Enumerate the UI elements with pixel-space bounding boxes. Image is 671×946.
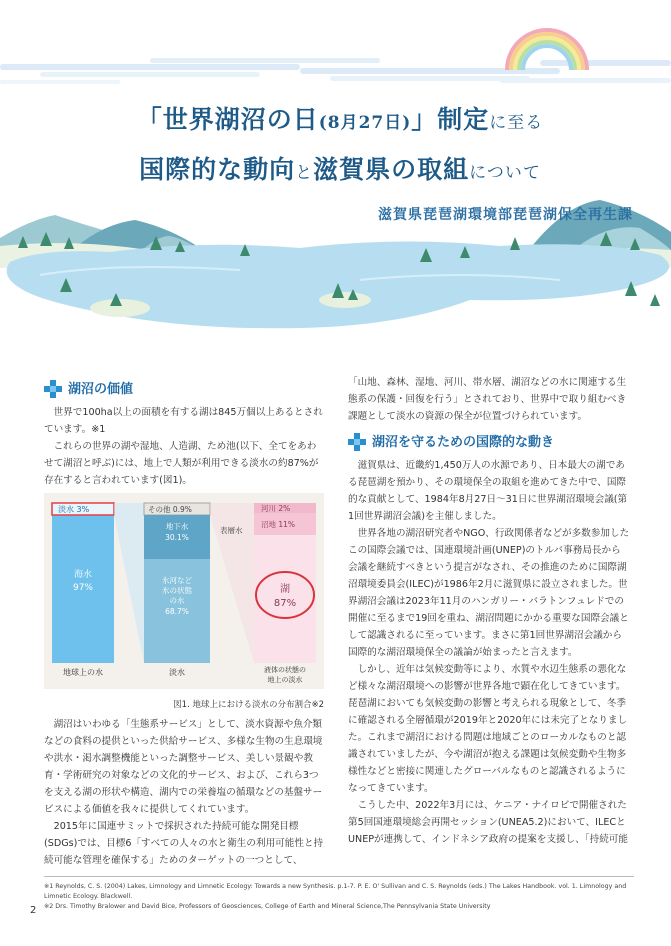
paragraph: 滋賀県は、近畿約1,450万人の水源であり、日本最大の湖である琵琶湖を預かり、その環境保全の取組を進めてきた中で、国際的な貢献として、1984年8月27日〜31日に世界湖沼環境会議(第1回世界湖沼会議)を主催しました。	[348, 460, 628, 522]
title-main-2: 国際的な動向	[139, 155, 296, 184]
paragraph: しかし、近年は気候変動等により、水質や水辺生態系の悪化など様々な湖沼環境への影響が世界各地で顕在化してきています。琵琶湖においても気候変動の影響と考えられる現象として、冬季に確認される全層循環が2019年と2020年には未完了となりました。これまで湖沼における問題は地域ごとのローカルなものと認識されていましたが、今や湖沼が抱える課題は気候変動や生物多様性などと密接に関連したグローバルなものと認識されるようになってきています。	[348, 664, 628, 794]
section-heading-text: 湖沼を守るための国際的な動き	[372, 434, 555, 450]
groundwater-label: 地下水	[165, 522, 189, 531]
title-particle-3: について	[469, 163, 541, 183]
footnote-1: ※1 Reynolds, C. S. (2004) Lakes, Limnology and Limnetic Ecology: Towards a new Synthesis. p.1-7. P. E. O' Sullivan and C. S. Reynolds (eds.) The Lakes Handbook. vol. 1. Limnology and Limnetic Ecology. Blackwell.	[44, 883, 627, 900]
lake-value: 87%	[273, 598, 297, 609]
freshwater-figure	[44, 493, 324, 714]
paragraph: 2015年に国連サミットで採択された持続可能な開発目標(SDGs)では、目標6「すべての人々の水と衛生の利用可能性と持続可能な管理を確保する」ためのターゲットの一つとして、	[44, 821, 324, 866]
page-number: 2	[30, 905, 37, 916]
ice-label-line-1: 氷河など	[162, 576, 192, 585]
groundwater-value: 30.1%	[165, 533, 189, 542]
title-particle-1: に至る	[489, 113, 544, 133]
ocean-label: 海水	[73, 570, 93, 580]
surface-water-label: 表層水	[220, 526, 243, 535]
ice-label-line-2: 氷の状態	[162, 586, 192, 595]
title-particle-2: と	[295, 163, 314, 183]
section-heading-text: 湖沼の価値	[68, 381, 134, 397]
paragraph: 「山地、森林、湿地、河川、帯水層、湖沼などの水に関連する生態系の保護・回復を行う」とされており、世界中で取り組むべき課題として淡水の資源の保全が位置づけられています。	[348, 377, 627, 422]
river-label: 河川 2%	[261, 504, 291, 513]
figure-caption: 図1. 地球上における淡水の分布割合※2	[173, 700, 324, 710]
title-main-1: 「世界湖沼の日	[136, 105, 319, 134]
section-heading-lake-value	[44, 380, 324, 398]
ocean-value: 97%	[72, 583, 94, 593]
title-line-2	[40, 150, 640, 186]
title-close-1: 」制定	[411, 105, 490, 134]
liquid-water-label-line-2: 地上の淡水	[267, 676, 303, 684]
left-column	[44, 378, 324, 869]
earth-water-label: 地球上の水	[63, 668, 103, 677]
lake-label: 湖	[280, 584, 290, 595]
freshwater-total-label: 淡水	[169, 668, 185, 677]
freshwater-distribution-diagram	[44, 493, 324, 689]
title-main-3: 滋賀県の取組	[313, 155, 470, 184]
paragraph: こうした中、2022年3月には、ケニア・ナイロビで開催された第5回国連環境総会再開セッション(UNEA5.2)において、ILECとUNEPが連携して、インドネシア政府の提案を支援し、「持続可能	[348, 800, 628, 845]
paragraph: 湖沼はいわゆる「生態系サービス」として、淡水資源や魚介類などの食料の提供といった供給サービス、多様な生物の生息環境や洪水・渇水調整機能といった調整サービス、美しい景観や教育・学術研究の対象などの文化的サービス、および、これら3つを支える湖の形状や構造、湖内での栄養塩の循環などの基盤サービスによる価値を我々に提供してくれています。	[44, 719, 323, 815]
section-heading-international	[348, 433, 630, 451]
plus-bullet-icon	[348, 433, 366, 451]
article-title	[40, 100, 640, 186]
wetland-label: 沼地 11%	[261, 520, 296, 529]
footnotes	[44, 876, 634, 912]
title-date: (8月27日)	[318, 113, 412, 133]
title-line-1	[40, 100, 640, 136]
freshwater-label: 淡水 3%	[58, 505, 90, 514]
paragraph: これらの世界の湖や湿地、人造湖、ため池(以下、全てをあわせて湖沼と呼ぶ)には、地上で人類が利用できる淡水の約87%が存在すると言われています(図1)。	[44, 441, 319, 486]
other-label: その他 0.9%	[148, 505, 192, 514]
plus-bullet-icon	[44, 380, 62, 398]
liquid-water-label-line-1: 液体の状態の	[264, 666, 306, 674]
ice-label-line-3: の水	[169, 596, 185, 605]
footnote-2: ※2 Drs. Timothy Bralower and David Bice, Professors of Geosciences, College of Earth and Mineral Science,The Pennsylvania State University	[44, 903, 491, 910]
paragraph: 世界で100ha以上の面積を有する湖は845万個以上あるとされています。※1	[44, 407, 323, 435]
ice-value: 68.7%	[165, 607, 189, 616]
paragraph: 世界各地の湖沼研究者やNGO、行政関係者などが多数参加したこの国際会議では、国連環境計画(UNEP)のトルバ事務局長から会議を継続すべきという提言がなされ、その推進のために国際湖沼環境委員会(ILEC)が1986年2月に滋賀県に設立されました。世界湖沼会議は2023年11月のハンガリー・バラトンフュレドでの開催に至るまで19回を重ね、湖沼問題にかかる重要な国際会議として認識されるに至っています。まさに第1回世界湖沼会議から国際的な湖沼環境保全の議論が始まったと言えます。	[348, 528, 630, 658]
department-name: 滋賀県琵琶湖環境部琵琶湖保全再生課	[378, 207, 633, 223]
right-column	[348, 374, 630, 848]
